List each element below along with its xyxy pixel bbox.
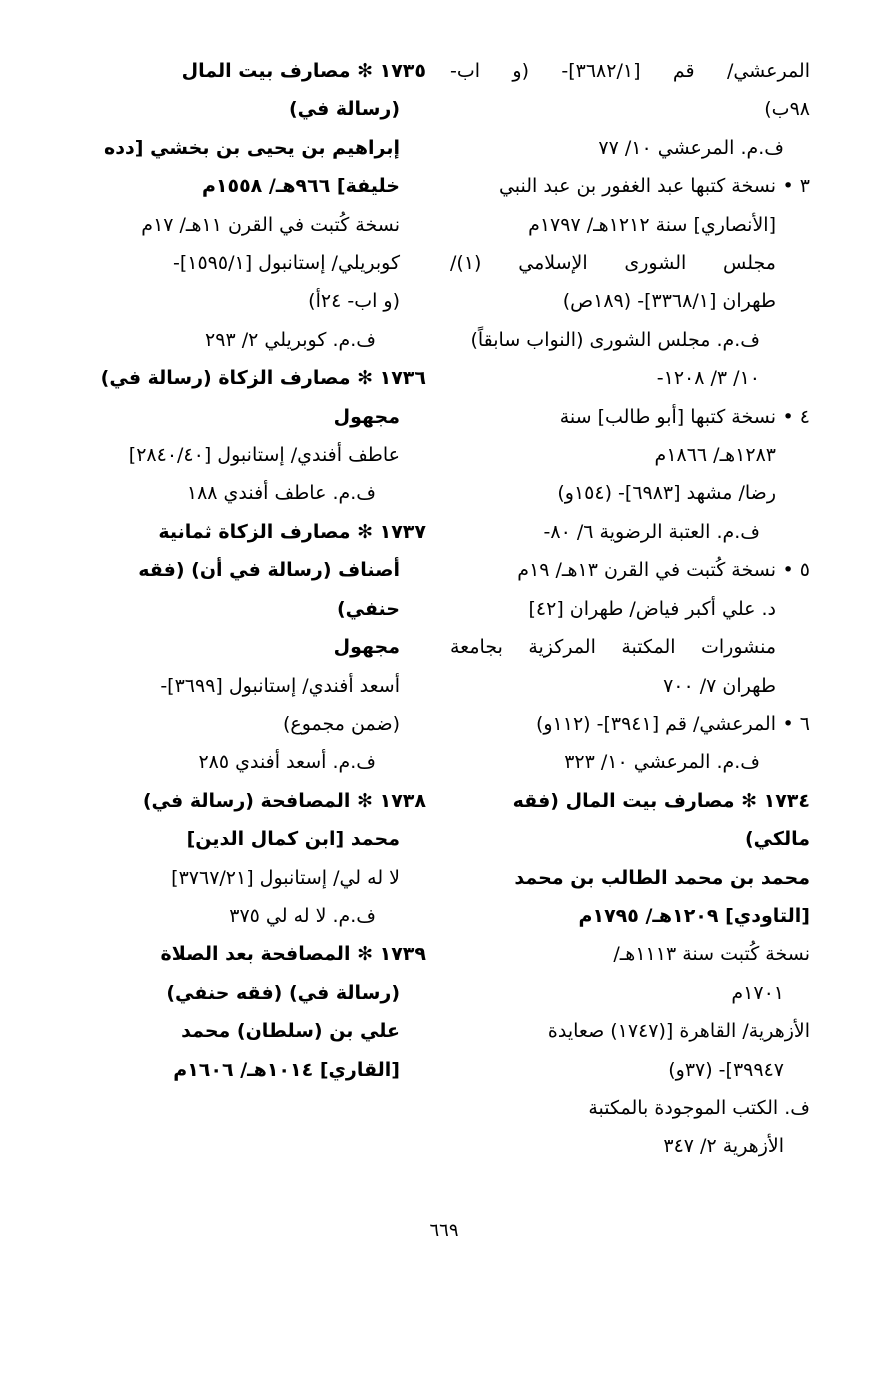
- entry-heading: ١٧٣٦ ✻ مصارف الزكاة (رسالة في): [100, 367, 426, 390]
- text-line: نسخة كتبها [أبو طالب] سنة: [559, 405, 776, 428]
- text-line: ف.م. المرعشي ١٠/ ٧٧: [598, 136, 784, 159]
- text-line: نسخة كُتبت سنة ١١١٣هـ/: [613, 943, 810, 966]
- text-line: المرعشي/ قم [٣٩٤١]- (١١٢و): [535, 712, 776, 735]
- entry-heading: ١٧٣٥ ✻ مصارف بيت المال: [181, 60, 426, 82]
- left-column: [61, 52, 426, 1089]
- text-line: ف.م. المرعشي ١٠/ ٣٢٣: [564, 751, 760, 774]
- entry-heading-cont: (رسالة في): [288, 98, 400, 121]
- entry-heading-cont: مالكي): [745, 828, 810, 851]
- text-line: لا له لي/ إستانبول [٣٧٦٧/٢١]: [171, 866, 400, 889]
- text-line: كوبريلي/ إستانبول [١٥٩٥/١]-: [172, 252, 400, 275]
- text-line: ١٢٨٣هـ/ ١٨٦٦م: [654, 444, 776, 467]
- author-line: مجهول: [333, 636, 400, 659]
- text-line: رضا/ مشهد [٦٩٨٣]- (١٥٤و): [557, 482, 776, 505]
- entry-heading: ١٧٣٨ ✻ المصافحة (رسالة في): [142, 789, 426, 812]
- entry-heading: ١٧٣٧ ✻ مصارف الزكاة ثمانية: [158, 520, 426, 543]
- text-line: ٣٩٩٤٧]- (٣٧و): [668, 1058, 784, 1081]
- entry-heading-cont: (رسالة في) (فقه حنفي): [166, 981, 400, 1004]
- text-line: عاطف أفندي/ إستانبول [٢٨٤٠/٤٠]: [128, 444, 400, 467]
- text-line: [الأنصاري] سنة ١٢١٢هـ/ ١٧٩٧م: [528, 213, 776, 236]
- text-line: (ضمن مجموع): [282, 712, 400, 735]
- list-item-5: [450, 551, 810, 589]
- text-line: نسخة كُتبت في القرن ١٣هـ/ ١٩م: [517, 559, 776, 582]
- text-line: ف.م. كوبريلي ٢/ ٢٩٣: [205, 328, 376, 351]
- text-line: ١٠/ ٣/ ١٢٠٨-: [656, 367, 760, 390]
- list-number: ٦ •: [782, 712, 810, 735]
- text-line: ف.م. العتبة الرضوية ٦/ ٨٠-: [543, 520, 760, 543]
- author-line: مجهول: [333, 405, 400, 428]
- entry-heading: ١٧٣٤ ✻ مصارف بيت المال (فقه: [512, 789, 810, 812]
- text-line: (و اب- ٢٤أ): [308, 290, 400, 313]
- text-line: ٩٨ب): [764, 98, 810, 121]
- text-line: أسعد أفندي/ إستانبول [٣٦٩٩]-: [160, 674, 400, 697]
- list-item-3: [450, 167, 810, 205]
- list-number: ٣ •: [782, 175, 810, 198]
- text-line: الأزهرية ٢/ ٣٤٧: [663, 1135, 784, 1158]
- text-line: د. علي أكبر فياض/ طهران [٤٢]: [528, 597, 776, 620]
- author-line: محمد [ابن كمال الدين]: [186, 828, 400, 851]
- author-line: خليفة] ٩٦٦هـ/ ١٥٥٨م: [201, 175, 400, 198]
- text-line: ف.م. مجلس الشورى (النواب سابقاً): [470, 328, 760, 351]
- right-column: [450, 52, 810, 1166]
- page-number: ٦٦٩: [429, 1220, 459, 1241]
- text-line: ف. الكتب الموجودة بالمكتبة: [588, 1096, 810, 1119]
- text-line: ف.م. أسعد أفندي ٢٨٥: [198, 751, 376, 774]
- entry-heading: ١٧٣٩ ✻ المصافحة بعد الصلاة: [160, 943, 426, 966]
- author-line: إبراهيم بن يحيى بن بخشي [دده: [104, 136, 400, 159]
- text-line: ف.م. عاطف أفندي ١٨٨: [186, 482, 376, 505]
- text-line: طهران ٧/ ٧٠٠: [663, 674, 776, 697]
- text-line: المرعشي/ قم [٣٦٨٢/١]- (و اب-: [450, 60, 810, 82]
- text-line: الأزهرية/ القاهرة [(١٧٤٧) صعايدة: [547, 1020, 810, 1043]
- author-line: علي بن (سلطان) محمد: [181, 1020, 400, 1043]
- text-line: ١٧٠١م: [731, 981, 784, 1004]
- text-line: نسخة كُتبت في القرن ١١هـ/ ١٧م: [141, 213, 400, 236]
- author-line: محمد بن محمد الطالب بن محمد: [514, 866, 810, 889]
- entry-heading-cont: أصناف (رسالة في أن) (فقه: [138, 559, 400, 582]
- list-item-4: [450, 398, 810, 436]
- entry-heading-cont: حنفي): [336, 597, 400, 620]
- text-line: ف.م. لا له لي ٣٧٥: [229, 904, 376, 927]
- author-line: [التاودي] ١٢٠٩هـ/ ١٧٩٥م: [578, 904, 810, 927]
- list-item-6: [450, 705, 810, 743]
- list-number: ٤ •: [782, 405, 810, 428]
- list-number: ٥ •: [782, 559, 810, 582]
- text-line: نسخة كتبها عبد الغفور بن عبد النبي: [498, 175, 776, 198]
- author-line: [القاري] ١٠١٤هـ/ ١٦٠٦م: [173, 1058, 400, 1081]
- text-line: طهران [٣٣٦٨/١]- (١٨٩ص): [562, 290, 776, 313]
- text-line: منشورات المكتبة المركزية بجامعة: [450, 636, 776, 659]
- text-line: مجلس الشورى الإسلامي (١)/: [450, 252, 776, 275]
